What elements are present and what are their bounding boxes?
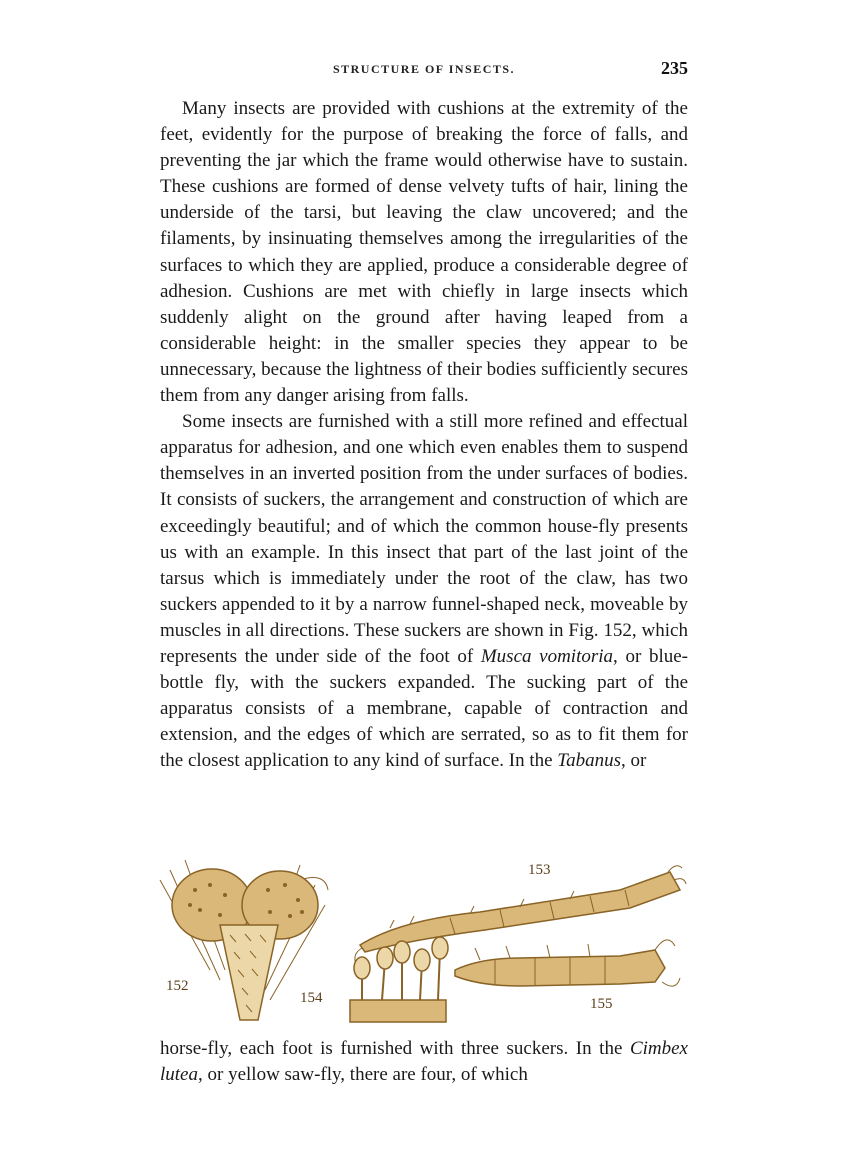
body-text-top [160,96,688,774]
paragraph-continued-part-a: horse-fly, each foot is furnished with three suckers. In the [160,1038,630,1059]
paragraph-cushions: Many insects are provided with cushions at the extremity of the feet, evidently for the purpose of breaking the force of falls, and preventing the jar which the frame would otherwise have to sustain. These cushions are formed of dense velvety tufts of hair, lining the underside of the tarsi, but leaving the claw uncovered; and the filaments, by insinuating themselves among the irregularities of the surfaces to which they are applied, produce a considerable degree of adhesion. Cushions are met with chiefly in large insects which suddenly alight on the ground after having leaped from a considerable height: in the smaller species they appear to be unnecessary, because the lightness of their bodies sufficiently secures them from any danger arising from falls. [160,98,688,407]
paragraph-suckers-part-a: Some insects are furnished with a still more refined and effectual apparatus for adhesion, and one which even enables them to suspend themselves in an inverted position from the under surfaces of bodies. It consists of suckers, the arrangement and construction of which are exceedingly beautiful; and of which the common house-fly presents us with an example. In this insect that part of the last joint of the tarsus which is immediately under the root of the claw, has two suckers appended to it by a narrow funnel-shaped neck, moveable by muscles in all directions. These suckers are shown in Fig. 152, which represents the under side of the foot of [160,411,688,667]
figure-engravings [150,850,690,1030]
paragraph-suckers-part-b: , or blue-bottle fly, with the suckers expanded. The sucking part of the apparatus consists of a membrane, capable of contraction and extension, and the edges of which are serrated, so as to fit them for the closest application to any kind of surface. In the [160,645,688,772]
running-title: STRUCTURE OF INSECTS. [332,62,516,76]
figure-label-154: 154 [300,990,323,1006]
species-cimbex-lutea: Cimbex lutea [160,1038,688,1086]
genus-tabanus: Tabanus [557,750,622,772]
paragraph-suckers [160,409,688,774]
page-number: 235 [661,58,688,78]
body-text-bottom [160,1036,688,1088]
figure-label-153: 153 [528,862,551,878]
figure-label-155: 155 [590,996,613,1012]
paragraph-suckers-continued [160,1036,688,1088]
figure-label-152: 152 [166,978,189,994]
species-musca-vomitoria: Musca vomitoria [480,645,614,667]
paragraph-continued-part-b: , or yellow saw-fly, there are four, of which [198,1064,528,1086]
figure-155-tarsus [455,940,680,1012]
paragraph-suckers-part-c: , or [621,750,647,772]
figure-engravings-svg [150,850,690,1030]
running-head [160,58,688,82]
